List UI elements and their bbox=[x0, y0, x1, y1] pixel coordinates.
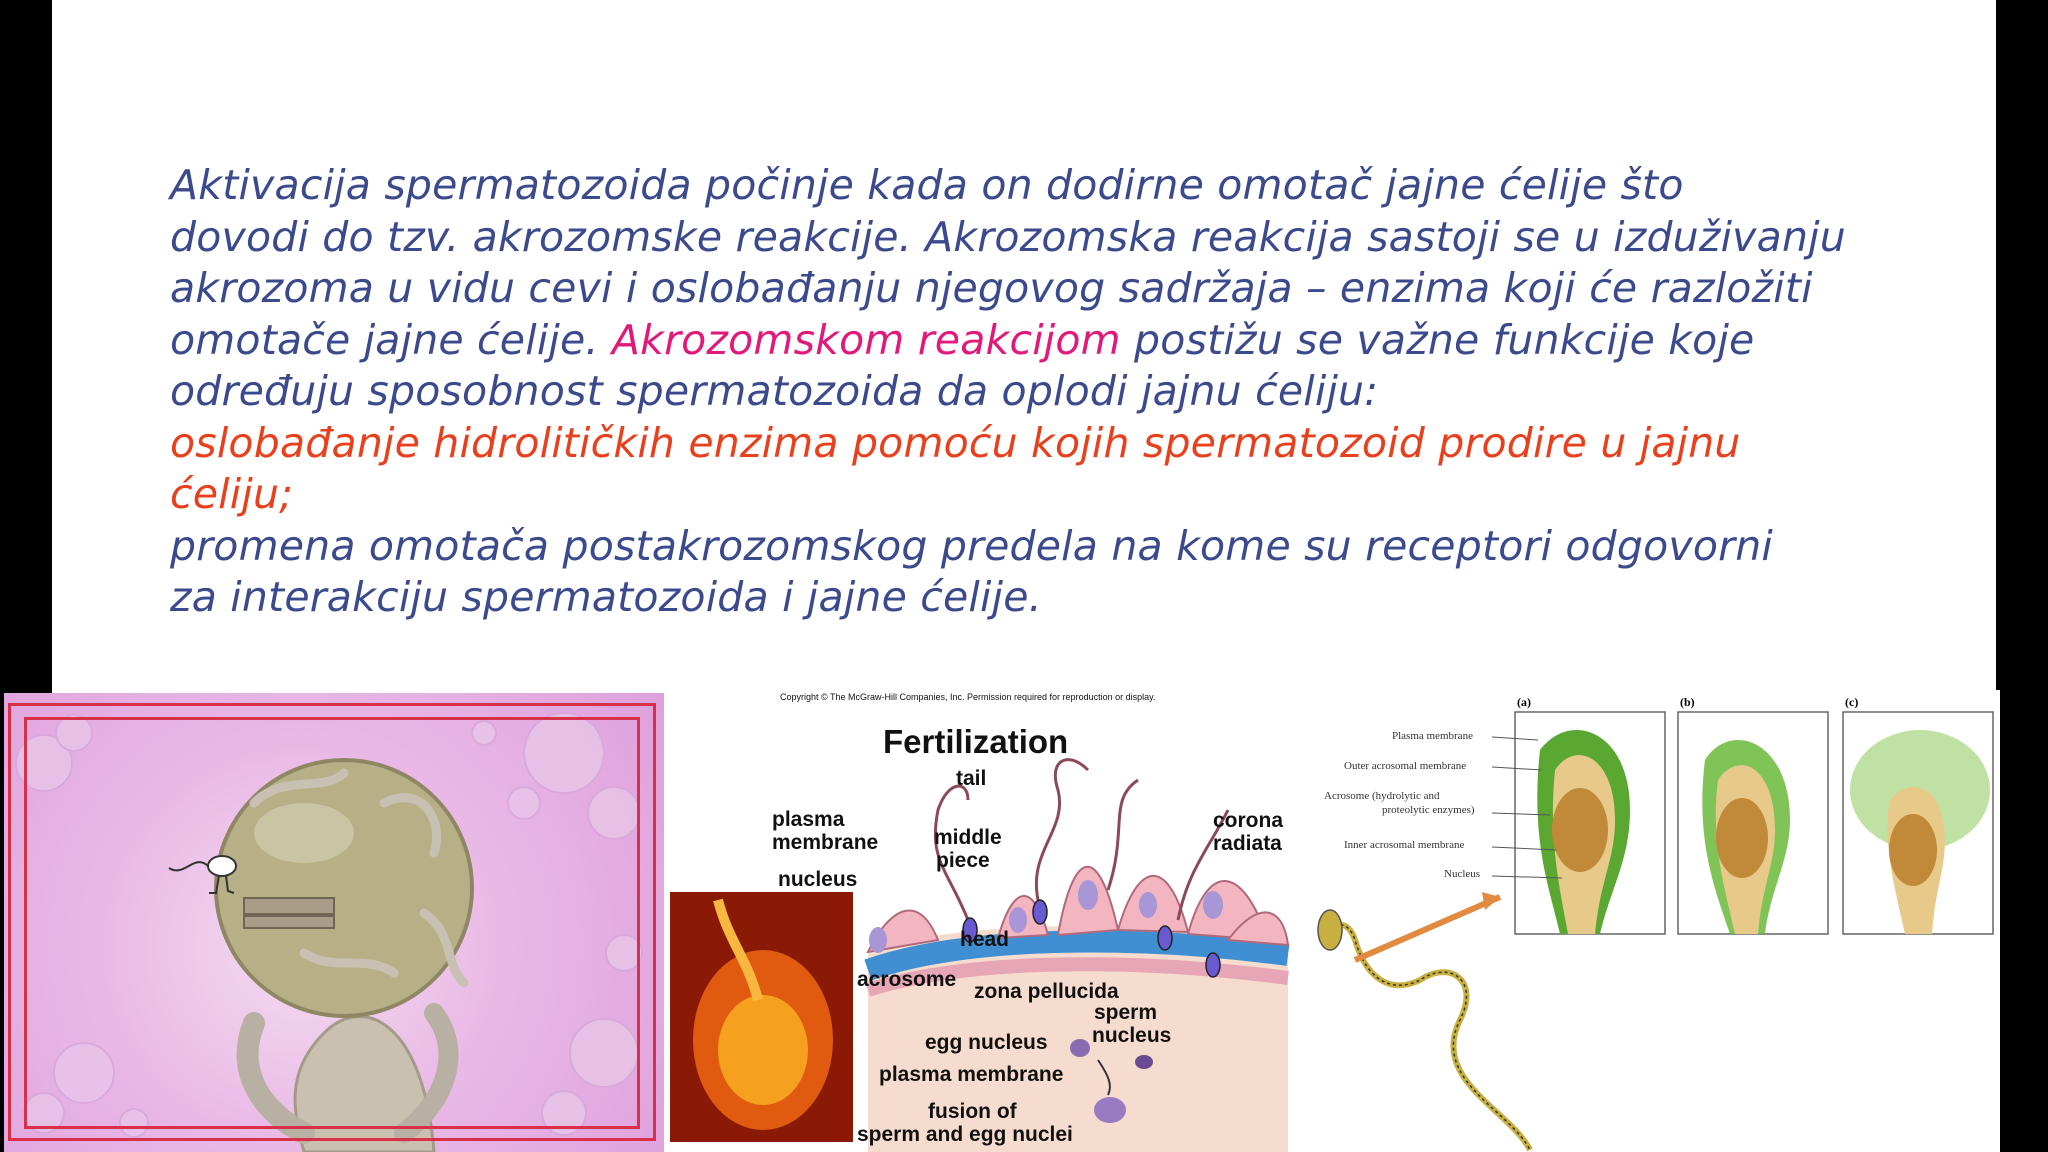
label-nucleus: Nucleus bbox=[1444, 868, 1481, 880]
label-inner-acrosomal-membrane: Inner acrosomal membrane bbox=[1344, 839, 1465, 851]
text-segment: omotače jajne ćelije. bbox=[170, 315, 612, 364]
sperm-egg-cartoon-image bbox=[4, 693, 664, 1152]
label-corona: corona bbox=[1213, 809, 1284, 832]
label-middle-piece: middle bbox=[934, 826, 1002, 849]
label-plasma-membrane-bottom: plasma membrane bbox=[879, 1063, 1064, 1086]
label-outer-acrosomal-membrane: Outer acrosomal membrane bbox=[1344, 760, 1467, 772]
acrosome-reaction-figure bbox=[1310, 690, 2000, 1152]
figure-title: Fertilization bbox=[883, 723, 1069, 760]
label-corona-2: radiata bbox=[1213, 832, 1282, 855]
list-item-1: oslobađanje hidrolitičkih enzima pomoću kojih spermatozoid prodire u jajnu bbox=[170, 418, 1741, 467]
label-fusion: fusion of bbox=[928, 1100, 1017, 1123]
label-zona-pellucida: zona pellucida bbox=[974, 980, 1119, 1003]
text-line bbox=[170, 315, 1870, 367]
label-sperm-nucleus: sperm bbox=[1094, 1001, 1158, 1024]
text-line: akrozoma u vidu cevi i oslobađanju njegovog sadržaja – enzima koji će razložiti bbox=[170, 264, 1813, 312]
label-plasma-membrane: plasma bbox=[772, 808, 845, 831]
label-acrosome: acrosome bbox=[857, 968, 957, 991]
list-item-2: promena omotača postakrozomskog predela na kome su receptori odgovorni bbox=[170, 521, 1773, 570]
label-tail: tail bbox=[956, 767, 987, 790]
panel-b-label: (b) bbox=[1680, 695, 1695, 709]
label-plasma-membrane: Plasma membrane bbox=[1392, 730, 1473, 742]
list-item-1-cont: ćeliju; bbox=[170, 470, 294, 518]
text-line: određuju sposobnost spermatozoida da oplodi jajnu ćeliju: bbox=[170, 367, 1379, 415]
label-acrosome-2: proteolytic enzymes) bbox=[1382, 804, 1475, 816]
label-fusion-2: sperm and egg nuclei bbox=[857, 1123, 1073, 1146]
highlight-term: Akrozomskom reakcijom bbox=[611, 315, 1121, 364]
slide-text bbox=[170, 160, 1870, 624]
figure-copyright: Copyright © The McGraw-Hill Companies, Inc. Permission required for reproduction or display. bbox=[780, 692, 1156, 702]
panel-c-label: (c) bbox=[1845, 695, 1859, 709]
frame-border-inner bbox=[24, 717, 640, 1129]
label-acrosome: Acrosome (hydrolytic and bbox=[1324, 790, 1440, 802]
label-head: head bbox=[960, 928, 1010, 951]
text-line: dovodi do tzv. akrozomske reakcije. Akrozomska reakcija sastoji se u izduživanju bbox=[170, 212, 1846, 261]
label-egg-nucleus: egg nucleus bbox=[925, 1031, 1048, 1054]
label-sperm-nucleus-2: nucleus bbox=[1092, 1024, 1172, 1047]
label-nucleus: nucleus bbox=[778, 868, 858, 891]
list-item-2-cont: za interakciju spermatozoida i jajne ćelije. bbox=[170, 573, 1042, 621]
text-line: Aktivacija spermatozoida počinje kada on dodirne omotač jajne ćelije što bbox=[170, 161, 1684, 209]
label-middle-piece-2: piece bbox=[936, 849, 990, 872]
text-segment: postižu se važne funkcije koje bbox=[1120, 315, 1755, 364]
label-plasma-membrane-2: membrane bbox=[772, 831, 879, 854]
fertilization-figure bbox=[668, 690, 1293, 1152]
panel-a-label: (a) bbox=[1517, 695, 1531, 709]
